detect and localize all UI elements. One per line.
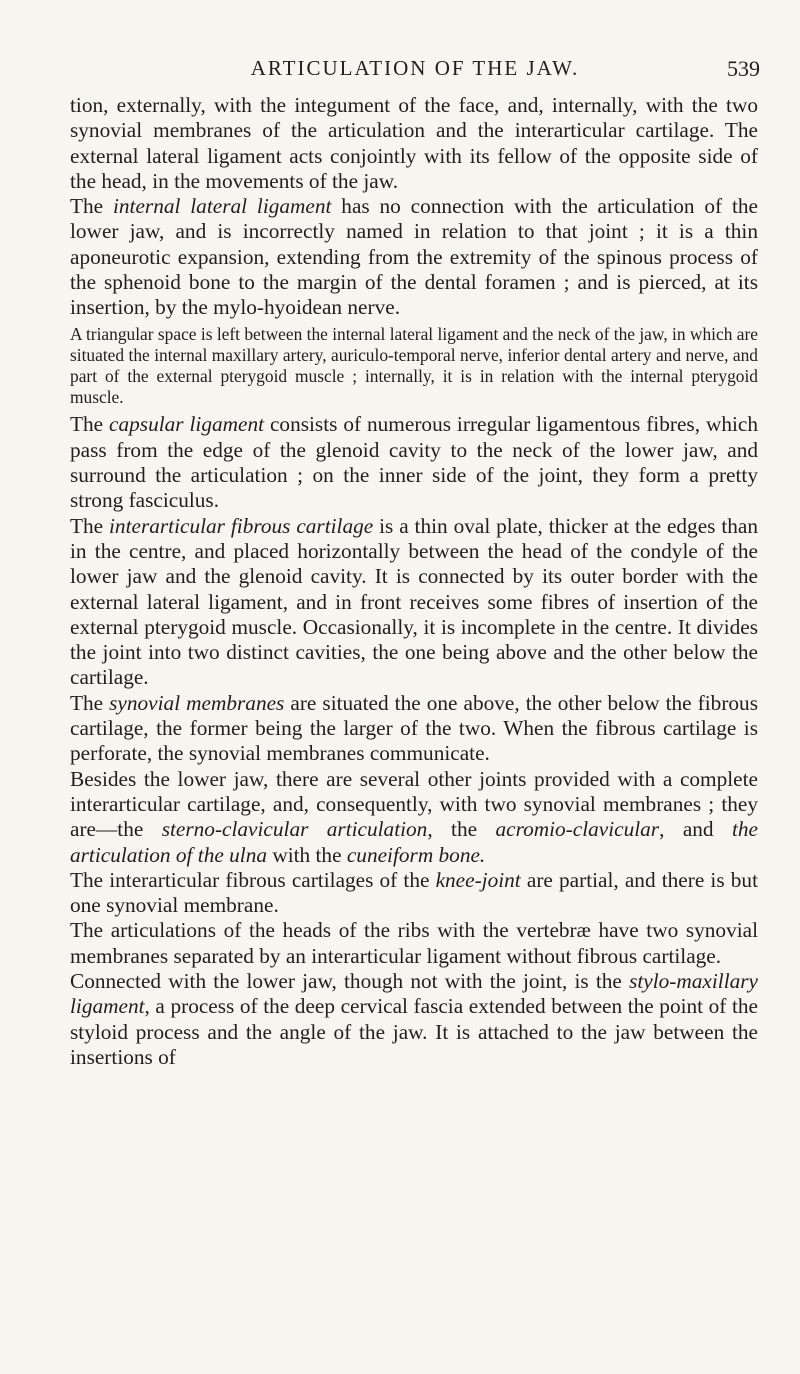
term-articulation-ulna: the articulation of the ulna	[70, 817, 758, 867]
paragraph-ribs: The articulations of the heads of the ribs with the vertebræ have two synovial membranes separated by an interarticular ligament without fibrous cartilage.	[70, 918, 758, 968]
paragraph-knee-joint: The interarticular fibrous cartilages of the knee-joint are partial, and there is but one synovial membrane.	[70, 867, 758, 918]
running-title: ARTICULATION OF THE JAW.	[250, 56, 580, 80]
term-knee-joint: knee-joint	[435, 867, 521, 892]
term-acromio-clavicular: acromio-clavicular	[495, 817, 660, 842]
paragraph-capsular-ligament: The capsular ligament consists of numerous irregular ligamentous fibres, which pass from the edge of the glenoid cavity to the neck of the lower jaw, and surround the articulation ; on the inner side of the joint, they form a pretty strong fasciculus.	[70, 412, 758, 513]
paragraph-synovial-membranes: The synovial membranes are situated the one above, the other below the fibrous cartilage, the former being the larger of the two. When the fibrous cartilage is perforate, the synovial membranes communicate.	[70, 690, 758, 766]
small-print-note: A triangular space is left between the internal lateral ligament and the neck of the jaw, in which are situated the internal maxillary artery, auriculo-temporal nerve, inferior dental artery and nerve, and part of the external pterygoid muscle ; internally, it is in relation with the internal pterygoid muscle.	[70, 323, 758, 408]
term-synovial-membranes: synovial membranes	[109, 690, 285, 715]
paragraph-stylo-maxillary: Connected with the lower jaw, though not with the joint, is the stylo-maxillary ligament, a process of the deep cervical fascia extended between the point of the styloid process and the angle of the jaw. It is attached to the jaw between the insertions of	[70, 969, 758, 1069]
paragraph-other-joints: Besides the lower jaw, there are several other joints provided with a complete interarticular cartilage, and, consequently, with two synovial membranes ; they are—the sterno-clavicular articulation, the acromio-clavicular, and the articulation of the ulna with the cuneiform bone.	[70, 766, 758, 867]
paragraph-internal-lateral-ligament: The internal lateral ligament has no connection with the articulation of the lower jaw, and is incorrectly named in relation to that joint ; it is a thin aponeurotic expansion, extending from the extremity of the spinous process of the sphenoid bone to the margin of the dental foramen ; and is pierced, at its insertion, by the mylo-hyoidean nerve.	[70, 194, 758, 320]
term-sterno-clavicular: sterno-clavicular articulation	[161, 817, 428, 842]
term-cuneiform-bone: cuneiform bone.	[346, 842, 486, 867]
running-head	[70, 56, 760, 86]
term-internal-lateral-ligament: internal lateral ligament	[112, 194, 332, 219]
term-capsular-ligament: capsular ligament	[109, 412, 265, 437]
page-body	[70, 93, 758, 1070]
term-stylo-maxillary-ligament: stylo-maxillary ligament	[70, 969, 758, 1019]
paragraph-continued: tion, externally, with the integument of the face, and, internally, with the two synovial membranes of the articulation and the interarticular cartilage. The external lateral ligament acts conjointly with its fellow of the opposite side of the head, in the movements of the jaw.	[70, 93, 758, 193]
term-interarticular-fibrous-cartilage: interarticular fibrous cartilage	[109, 513, 374, 538]
paragraph-interarticular-cartilage: The interarticular fibrous cartilage is a thin oval plate, thicker at the edges than in the centre, and placed horizontally between the head of the condyle of the lower jaw and the glenoid cavity. It is connected by its outer border with the external lateral ligament, and in front receives some fibres of insertion of the external pterygoid muscle. Occasionally, it is incomplete in the centre. It divides the joint into two distinct cavities, the one being above and the other below the cartilage.	[70, 513, 758, 690]
page-number: 539	[727, 56, 760, 81]
